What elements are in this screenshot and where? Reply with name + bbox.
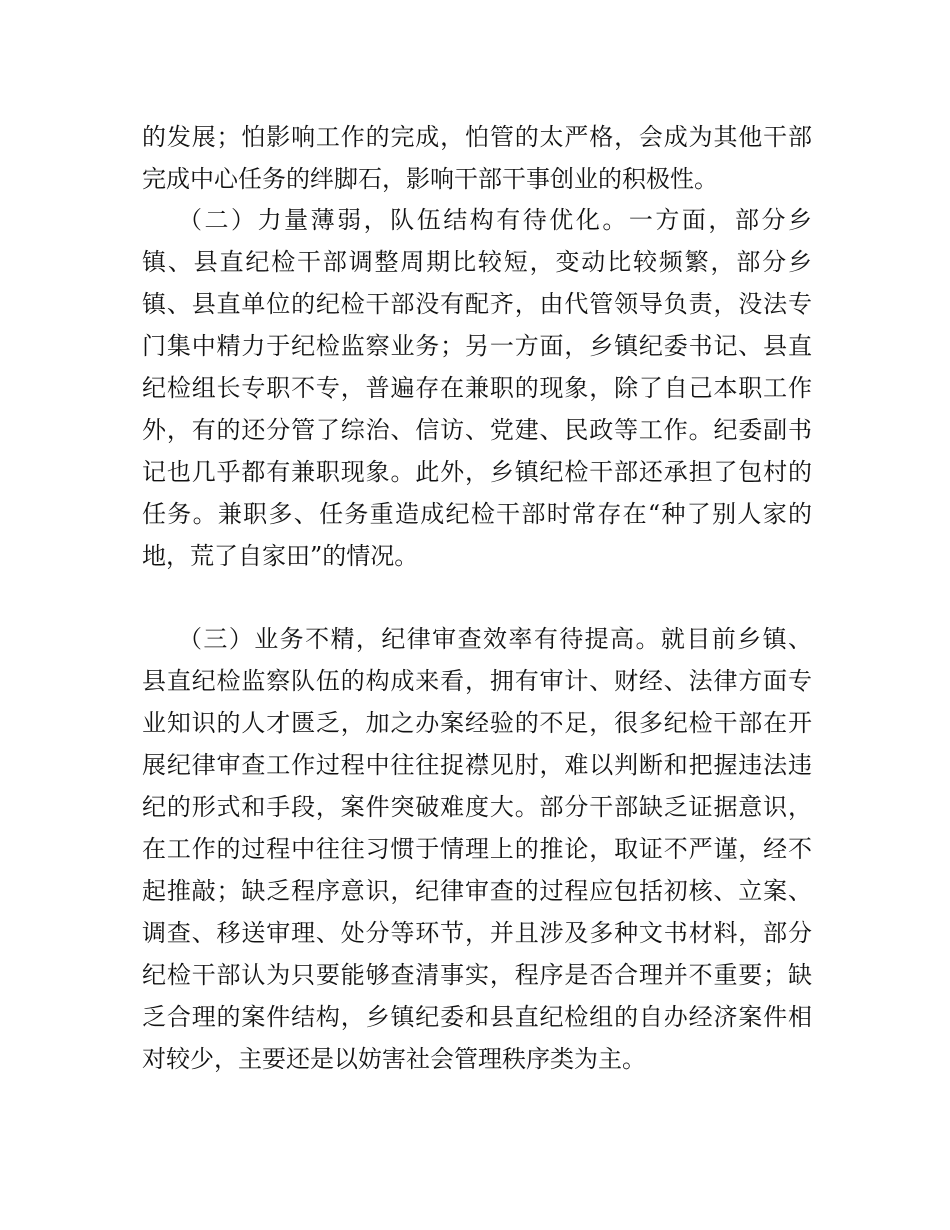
text-line: 在工作的过程中往往习惯于情理上的推论，取证不严谨，经不 <box>142 835 812 863</box>
text-line: 门集中精力于纪检监察业务；另一方面，乡镇纪委书记、县直 <box>142 332 812 360</box>
text-line: 的发展；怕影响工作的完成，怕管的太严格，会成为其他干部 <box>142 123 812 151</box>
text-line: （三）业务不精，纪律审查效率有待提高。就目前乡镇、 <box>178 625 812 653</box>
text-line: 完成中心任务的绊脚石，影响干部干事创业的积极性。 <box>142 165 718 193</box>
text-line: 展纪律审查工作过程中往往捉襟见肘，难以判断和把握违法违 <box>142 751 812 779</box>
text-line: 县直纪检监察队伍的构成来看，拥有审计、财经、法律方面专 <box>142 667 812 695</box>
text-line: （二）力量薄弱，队伍结构有待优化。一方面，部分乡 <box>178 206 812 234</box>
text-line: 外，有的还分管了综治、信访、党建、民政等工作。纪委副书 <box>142 416 812 444</box>
paragraph-section-two <box>142 199 812 577</box>
text-line: 镇、县直单位的纪检干部没有配齐，由代管领导负责，没法专 <box>142 290 812 318</box>
text-line: 任务。兼职多、任务重造成纪检干部时常存在“种了别人家的 <box>142 500 812 528</box>
text-line: 镇、县直纪检干部调整周期比较短，变动比较频繁，部分乡 <box>142 248 812 276</box>
text-line: 纪检组长专职不专，普遍存在兼职的现象，除了自己本职工作 <box>142 374 812 402</box>
paragraph-section-three <box>142 618 812 1080</box>
text-line: 记也几乎都有兼职现象。此外，乡镇纪检干部还承担了包村的 <box>142 458 812 486</box>
paragraph-continuation <box>142 116 812 200</box>
text-line: 调查、移送审理、处分等环节，并且涉及多种文书材料，部分 <box>142 919 812 947</box>
text-line: 起推敲；缺乏程序意识，纪律审查的过程应包括初核、立案、 <box>142 877 812 905</box>
text-line: 业知识的人才匮乏，加之办案经验的不足，很多纪检干部在开 <box>142 709 812 737</box>
text-line: 纪的形式和手段，案件突破难度大。部分干部缺乏证据意识， <box>142 793 812 821</box>
text-line: 对较少，主要还是以妨害社会管理秩序类为主。 <box>142 1045 646 1073</box>
text-line: 纪检干部认为只要能够查清事实，程序是否合理并不重要；缺 <box>142 961 812 989</box>
text-line: 地，荒了自家田”的情况。 <box>142 542 419 570</box>
text-line: 乏合理的案件结构，乡镇纪委和县直纪检组的自办经济案件相 <box>142 1003 812 1031</box>
